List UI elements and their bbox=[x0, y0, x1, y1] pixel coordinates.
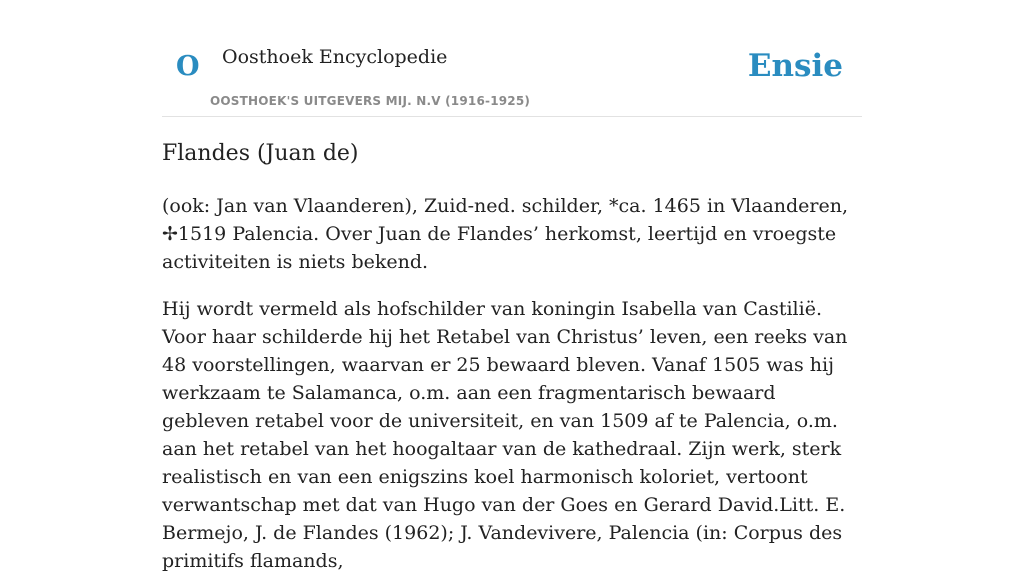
ensie-brand-link[interactable]: Ensie bbox=[747, 48, 843, 84]
article bbox=[162, 138, 862, 575]
article-paragraph: (ook: Jan van Vlaanderen), Zuid-ned. schilder, *ca. 1465 in Vlaanderen, ✢1519 Palencia. Over Juan de Flandes’ herkomst, leertijd en vroegste activiteiten is niets bekend. bbox=[162, 195, 849, 273]
publication-logo[interactable]: O bbox=[176, 51, 200, 82]
article-title: Flandes (Juan de) bbox=[162, 141, 359, 166]
site-header bbox=[162, 0, 862, 117]
publication-title[interactable]: Oosthoek Encyclopedie bbox=[222, 46, 448, 68]
publication-subtitle: OOSTHOEK'S UITGEVERS MIJ. N.V (1916-1925) bbox=[210, 94, 531, 108]
article-paragraph: Hij wordt vermeld als hofschilder van koningin Isabella van Castilië. Voor haar schilderde hij het Retabel van Christus’ leven, een reeks van 48 voorstellingen, waarvan er 25 bewaard bleven. Vanaf 1505 was hij werkzaam te Salamanca, o.m. aan een fragmentarisch bewaard gebleven retabel voor de universiteit, en van 1509 af te Palencia, o.m. aan het retabel van het hoogaltaar van de kathedraal. Zijn werk, sterk realistisch en van een enigszins koel harmonisch koloriet, vertoont verwantschap met dat van Hugo van der Goes en Gerard David.Litt. E. Bermejo, J. de Flandes (1962); J. Vandevivere, Palencia (in: Corpus des primitifs flamands, bbox=[162, 298, 848, 572]
